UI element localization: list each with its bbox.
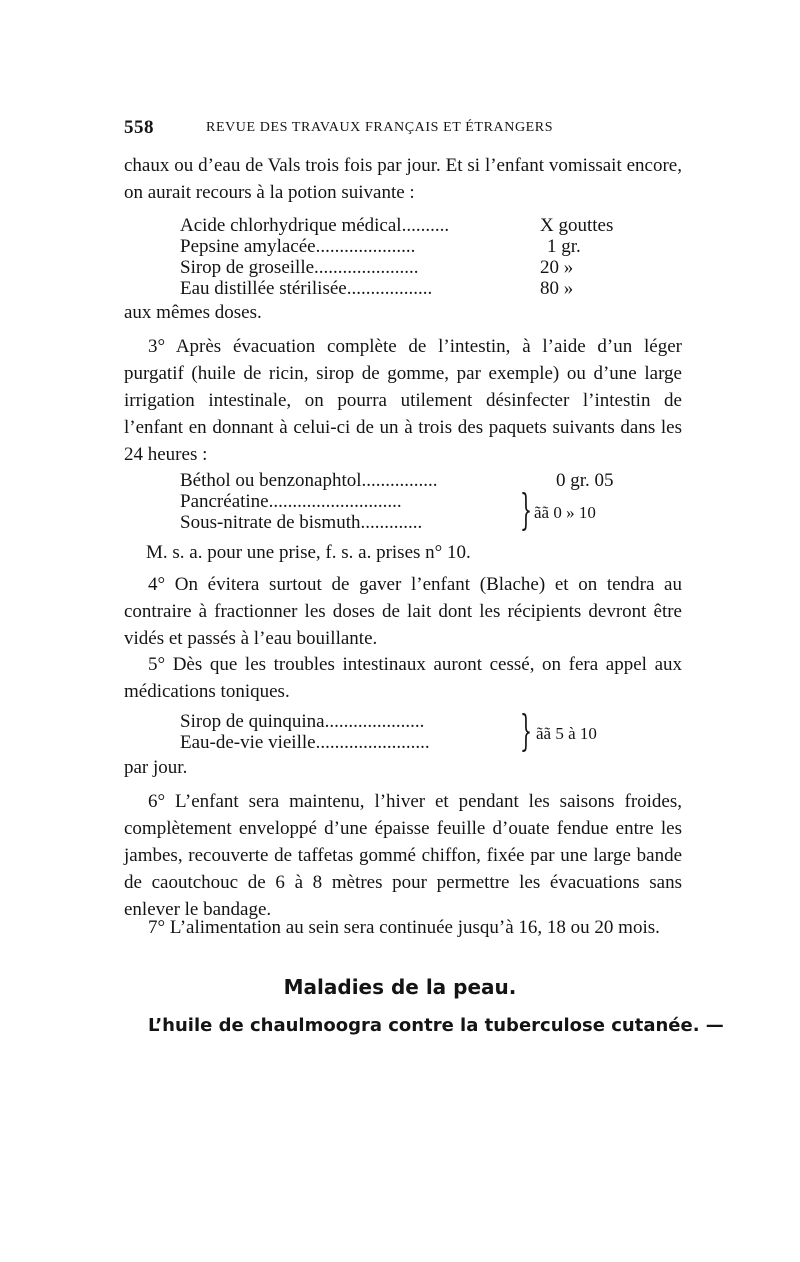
paragraph-4: 4° On évitera surtout de gaver l’enfant (Blache) et on tendra au contraire à fractionner les doses de lait dont les récipients devront être vidés et passés à l’eau bouillante. [124,574,682,649]
paragraph-5: 5° Dès que les troubles intestinaux auront cessé, on fera appel aux médications toniques. [124,654,682,702]
paquet-item-name: Pancréatine............................ [180,491,402,512]
section-title: Maladies de la peau. [283,975,517,999]
running-title: REVUE DES TRAVAUX FRANÇAIS ET ÉTRANGERS [206,120,554,135]
potion-item-value: X gouttes [540,215,614,236]
right-brace-icon: } [520,485,533,534]
tonique-item-name: Sirop de quinquina..................... [180,711,425,732]
brace-value: ãã 0 » 10 [534,503,596,522]
paragraph-intro: chaux ou d’eau de Vals trois fois par jour. Et si l’enfant vomissait encore, on aurait recours à la potion suivante : [124,155,682,203]
page-header [124,117,684,139]
potion-item-name: Pepsine amylacée..................... [180,236,416,257]
paragraph-3: 3° Après évacuation complète de l’intestin, à l’aide d’un léger purgatif (huile de ricin, sirop de gomme, par exemple) ou d’une large irrigation intestinale, on pourra utilement désinfecter l’intestin de l’enfant en donnant à celui-ci de un à trois des paquets suivants dans les 24 heures : [124,336,682,465]
potion-item-name: Sirop de groseille...................... [180,257,419,278]
paragraph-7: 7° L’alimentation au sein sera continuée jusqu’à 16, 18 ou 20 mois. [148,917,660,938]
potion-item-value: 80 » [540,278,574,299]
potion-item-value: 20 » [540,257,574,278]
potion-item-value: 1 gr. [547,236,581,257]
potion-item-name: Acide chlorhydrique médical.......... [180,215,450,236]
right-brace-icon: } [520,706,533,755]
paquet-item-name: Sous-nitrate de bismuth............. [180,512,423,533]
par-jour: par jour. [124,757,188,778]
tonique-item-name: Eau-de-vie vieille........................ [180,732,430,753]
paquet-item-value: 0 gr. 05 [556,470,614,491]
aux-memes-doses: aux mêmes doses. [124,302,262,323]
potion-item-name: Eau distillée stérilisée.................. [180,278,433,299]
paquet-item-name: Béthol ou benzonaphtol................ [180,470,438,491]
ms-line: M. s. a. pour une prise, f. s. a. prises n° 10. [146,542,471,563]
paragraph-6: 6° L’enfant sera maintenu, l’hiver et pendant les saisons froides, complètement enveloppé d’une épaisse feuille d’ouate fendue entre les jambes, recouverte de taffetas gommé chiffon, fixée par une large bande de caoutchouc de 6 à 8 mètres pour permettre les évacuations sans enlever le bandage. [124,791,682,920]
subsection-title: L’huile de chaulmoogra contre la tuberculose cutanée. — [148,1015,724,1036]
page-number: 558 [124,117,154,138]
brace-value: ãã 5 à 10 [536,724,597,743]
